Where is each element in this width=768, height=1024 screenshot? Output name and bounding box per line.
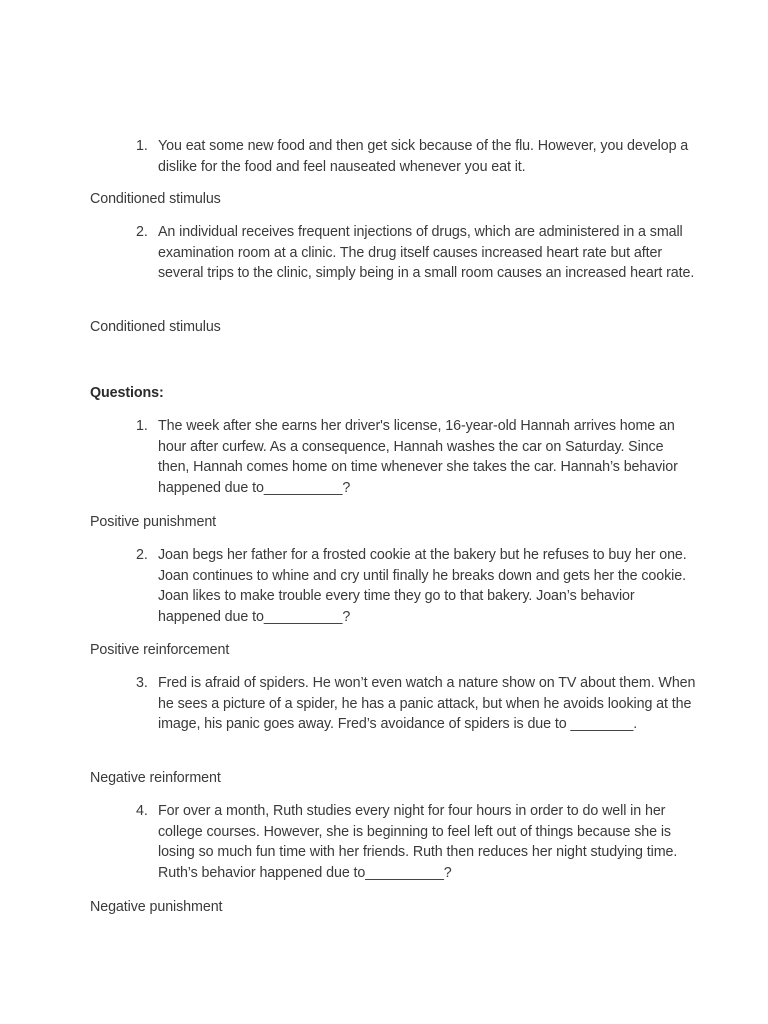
example-text: An individual receives frequent injections of drugs, which are administered in a small examination room at a clinic. The drug itself causes increased heart rate but after several trips to the clinic, simply being in a small room causes an increased heart rate.	[158, 224, 695, 281]
example-answer-1: Conditioned stimulus	[90, 191, 221, 207]
list-number: 2.	[136, 224, 148, 240]
question-answer-4: Negative punishment	[90, 899, 223, 915]
questions-heading: Questions:	[90, 385, 164, 401]
list-number: 4.	[136, 803, 148, 819]
question-answer-2: Positive reinforcement	[90, 642, 230, 658]
list-number: 1.	[136, 418, 148, 434]
question-text: Joan begs her father for a frosted cookie at the bakery but he refuses to buy her one. Joan continues to whine and cry until finally he breaks down and gets her the cookie. Joan likes to make trouble every time they go to that bakery. Joan’s behavior happened due to__________?	[158, 547, 687, 625]
question-item-3	[136, 673, 696, 735]
question-item-1	[136, 416, 696, 498]
question-text: For over a month, Ruth studies every night for four hours in order to do well in her college courses. However, she is beginning to feel left out of things because she is losing so much fun time with her friends. Ruth then reduces her night studying time. Ruth’s behavior happened due to__________?	[158, 803, 678, 881]
question-item-2	[136, 545, 696, 627]
example-text: You eat some new food and then get sick because of the flu. However, you develop a dislike for the food and feel nauseated whenever you eat it.	[158, 138, 689, 175]
list-number: 2.	[136, 547, 148, 563]
question-answer-3: Negative reinforment	[90, 770, 221, 786]
question-answer-1: Positive punishment	[90, 514, 217, 530]
question-text: The week after she earns her driver's license, 16-year-old Hannah arrives home an hour after curfew. As a consequence, Hannah washes the car on Saturday. Since then, Hannah comes home on time whenever she takes the car. Hannah’s behavior happened due to__________?	[158, 418, 678, 496]
question-item-4	[136, 801, 696, 883]
list-number: 3.	[136, 675, 148, 691]
example-item-1	[136, 136, 696, 177]
list-number: 1.	[136, 138, 148, 154]
example-item-2	[136, 222, 696, 284]
example-answer-2: Conditioned stimulus	[90, 319, 221, 335]
question-text: Fred is afraid of spiders. He won’t even watch a nature show on TV about them. When he sees a picture of a spider, he has a panic attack, but when he avoids looking at the image, his panic goes away. Fred’s avoidance of spiders is due to ________.	[158, 675, 696, 732]
